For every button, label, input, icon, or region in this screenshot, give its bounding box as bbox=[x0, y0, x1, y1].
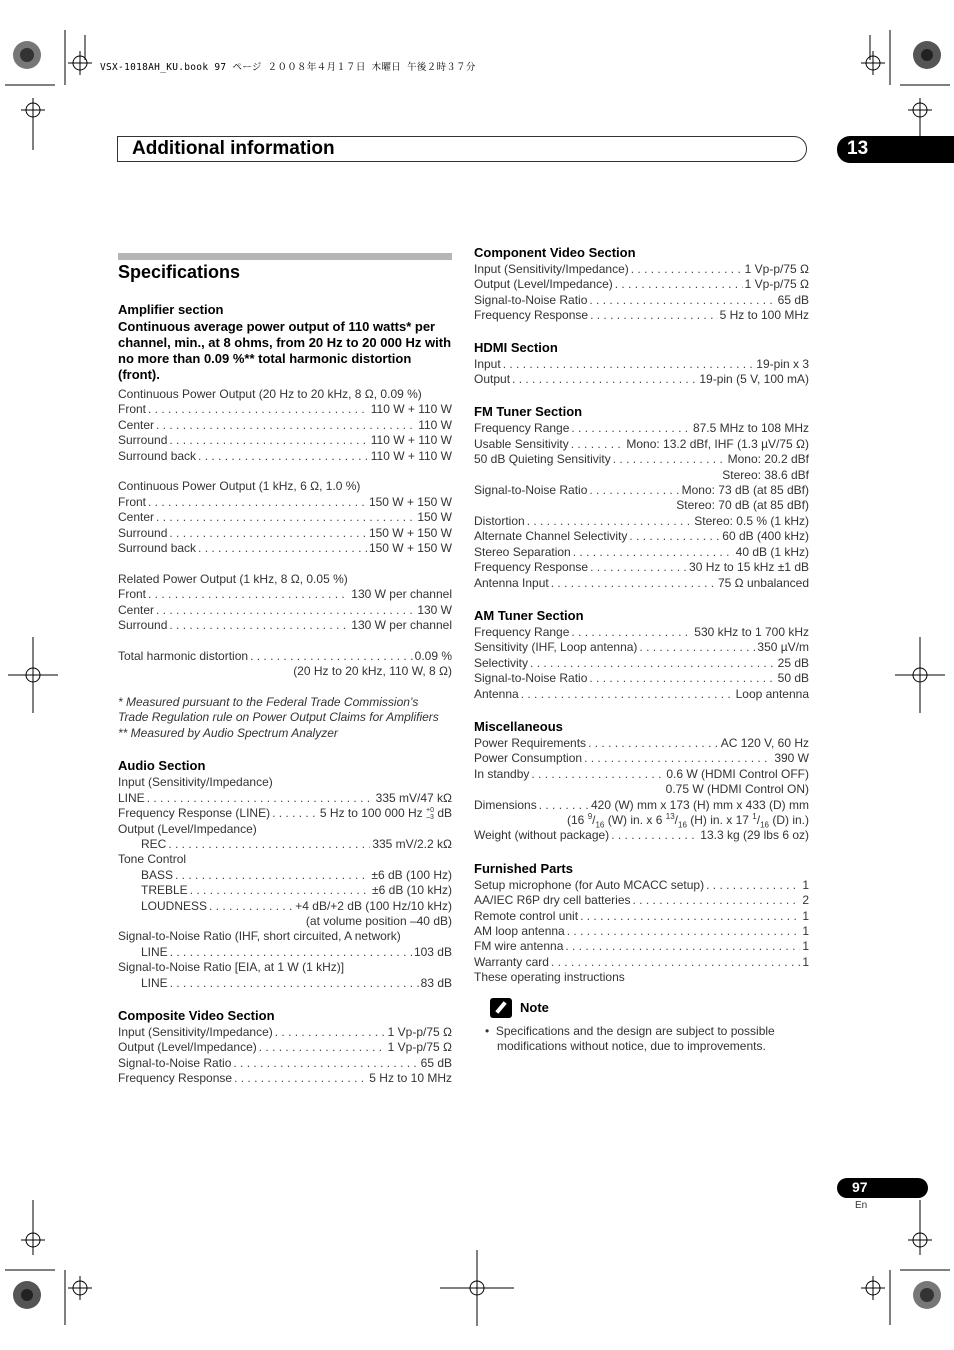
chapter-title: Additional information bbox=[132, 138, 335, 159]
spec-row: Front . . . 150 W + 150 W bbox=[118, 495, 452, 510]
spec-row: Power Consumption . . . 390 W bbox=[474, 751, 809, 766]
spec-row: Antenna Input . . . 75 Ω unbalanced bbox=[474, 576, 809, 591]
spec-row: Frequency Response . . . 30 Hz to 15 kHz ±1 dB bbox=[474, 560, 809, 575]
left-column bbox=[118, 302, 452, 1087]
spec-row: Remote control unit . . . 1 bbox=[474, 909, 809, 924]
hdmi-heading: HDMI Section bbox=[474, 339, 558, 355]
spec-row: Warranty card . . . 1 bbox=[474, 955, 809, 970]
section-rule bbox=[118, 253, 452, 260]
spec-row: Frequency Response . . . 5 Hz to 100 MHz bbox=[474, 308, 809, 323]
spec-row: Input (Sensitivity/Impedance) . . . 1 Vp-p/75 Ω bbox=[474, 262, 809, 277]
amplifier-heading: Amplifier section bbox=[118, 302, 224, 317]
spec-row: Setup microphone (for Auto MCACC setup) . . . 1 bbox=[474, 878, 809, 893]
spec-row: LINE . . . 103 dB bbox=[118, 945, 452, 960]
cpo-group2-title: Continuous Power Output (1 kHz, 6 Ω, 1.0 %) bbox=[118, 479, 361, 494]
fm-quieting-stereo: Stereo: 38.6 dBf bbox=[722, 467, 809, 482]
spec-row: Signal-to-Noise Ratio . . . Mono: 73 dB (at 85 dBf) bbox=[474, 483, 809, 498]
misc-heading: Miscellaneous bbox=[474, 718, 563, 734]
spec-row: AM loop antenna . . . 1 bbox=[474, 924, 809, 939]
book-file-header: VSX-1018AH_KU.book 97 ページ ２００８年４月１７日 木曜日 午後２時３７分 bbox=[100, 62, 476, 73]
spec-row: Front . . . 110 W + 110 W bbox=[118, 402, 452, 417]
spec-row: LOUDNESS . . . +4 dB/+2 dB (100 Hz/10 kHz) bbox=[118, 899, 452, 914]
spec-row: Stereo Separation . . . 40 dB (1 kHz) bbox=[474, 545, 809, 560]
spec-row: Surround . . . 110 W + 110 W bbox=[118, 433, 452, 448]
spec-row: Center . . . 130 W bbox=[118, 603, 452, 618]
spec-row: Power Requirements . . . AC 120 V, 60 Hz bbox=[474, 736, 809, 751]
spec-row: Dimensions . . . 420 (W) mm x 173 (H) mm x 433 (D) mm bbox=[474, 798, 809, 813]
spec-row: Surround back . . . 110 W + 110 W bbox=[118, 449, 452, 464]
chapter-number: 13 bbox=[847, 138, 869, 159]
note-text: • Specifications and the design are subject to possible modifications without notice, due to improvements. bbox=[485, 1023, 775, 1054]
spec-row: Frequency Response . . . 5 Hz to 10 MHz bbox=[118, 1071, 452, 1086]
furnished-heading: Furnished Parts bbox=[474, 860, 573, 876]
component-heading: Component Video Section bbox=[474, 245, 636, 260]
spec-row: Frequency Response (LINE) . . . 5 Hz to 100 000 Hz +0 –3 dB bbox=[118, 806, 452, 821]
spec-row: AA/IEC R6P dry cell batteries . . . 2 bbox=[474, 893, 809, 908]
snr2-title: Signal-to-Noise Ratio [EIA, at 1 W (1 kHz)] bbox=[118, 960, 345, 975]
page-number: 97 bbox=[852, 1179, 868, 1195]
spec-row: TREBLE . . . ±6 dB (10 kHz) bbox=[118, 883, 452, 898]
chapter-title-bar bbox=[117, 136, 807, 162]
spec-row: 50 dB Quieting Sensitivity . . . Mono: 20.2 dBf bbox=[474, 452, 809, 467]
right-column bbox=[474, 245, 809, 1054]
spec-row: Surround . . . 130 W per channel bbox=[118, 618, 452, 633]
fm-heading: FM Tuner Section bbox=[474, 404, 583, 420]
spec-row: Surround . . . 150 W + 150 W bbox=[118, 526, 452, 541]
spec-row: Sensitivity (IHF, Loop antenna) . . . 350 µV/m bbox=[474, 640, 809, 655]
cpo-group1-title: Continuous Power Output (20 Hz to 20 kHz, 8 Ω, 0.09 %) bbox=[118, 387, 422, 401]
spec-row: Alternate Channel Selectivity . . . 60 dB (400 kHz) bbox=[474, 529, 809, 544]
note-header bbox=[474, 998, 809, 1018]
spec-row: Center . . . 110 W bbox=[118, 418, 452, 433]
snr1-title: Signal-to-Noise Ratio (IHF, short circuited, A network) bbox=[118, 929, 401, 944]
spec-row: Input . . . 19-pin x 3 bbox=[474, 357, 809, 372]
audio-heading: Audio Section bbox=[118, 758, 206, 774]
spec-row: FM wire antenna . . . 1 bbox=[474, 939, 809, 954]
spec-row: Total harmonic distortion . . . 0.09 % bbox=[118, 649, 452, 664]
am-heading: AM Tuner Section bbox=[474, 607, 584, 623]
spec-row: Selectivity . . . 25 dB bbox=[474, 656, 809, 671]
spec-row: Signal-to-Noise Ratio . . . 65 dB bbox=[474, 293, 809, 308]
spec-row: Frequency Range . . . 87.5 MHz to 108 MHz bbox=[474, 421, 809, 436]
spec-row: Antenna . . . Loop antenna bbox=[474, 687, 809, 702]
rpo-group3-title: Related Power Output (1 kHz, 8 Ω, 0.05 %) bbox=[118, 571, 348, 586]
spec-row: Output . . . 19-pin (5 V, 100 mA) bbox=[474, 372, 809, 387]
tone-control-title: Tone Control bbox=[118, 852, 187, 867]
note-title: Note bbox=[520, 999, 549, 1015]
footnote-ftc: * Measured pursuant to the Federal Trade Commission’s Trade Regulation rule on Power Output Claims for Amplifiers bbox=[118, 695, 439, 725]
footnote-analyzer: ** Measured by Audio Spectrum Analyzer bbox=[118, 725, 338, 740]
spec-row: Signal-to-Noise Ratio . . . 50 dB bbox=[474, 671, 809, 686]
spec-row: BASS . . . ±6 dB (100 Hz) bbox=[118, 868, 452, 883]
spec-row: Front . . . 130 W per channel bbox=[118, 587, 452, 602]
chapter-number-tab bbox=[837, 136, 954, 163]
spec-row: Center . . . 150 W bbox=[118, 510, 452, 525]
spec-row: Usable Sensitivity . . . Mono: 13.2 dBf, IHF (1.3 µV/75 Ω) bbox=[474, 437, 809, 452]
spec-row: In standby . . . 0.6 W (HDMI Control OFF) bbox=[474, 767, 809, 782]
spec-row: Input (Sensitivity/Impedance) . . . 1 Vp-p/75 Ω bbox=[118, 1025, 452, 1040]
spec-row: Weight (without package) . . . 13.3 kg (29 lbs 6 oz) bbox=[474, 828, 809, 843]
page-language: En bbox=[855, 1200, 868, 1211]
spec-row: Frequency Range . . . 530 kHz to 1 700 kHz bbox=[474, 625, 809, 640]
spec-row: Signal-to-Noise Ratio . . . 65 dB bbox=[118, 1056, 452, 1071]
spec-row: LINE . . . 83 dB bbox=[118, 976, 452, 991]
audio-input-title: Input (Sensitivity/Impedance) bbox=[118, 775, 273, 790]
page-title: Specifications bbox=[118, 262, 241, 282]
spec-row: Output (Level/Impedance) . . . 1 Vp-p/75 Ω bbox=[118, 1040, 452, 1055]
loudness-note: (at volume position –40 dB) bbox=[305, 913, 452, 928]
furnished-instructions: These operating instructions bbox=[474, 970, 625, 985]
standby-hdmi-on: 0.75 W (HDMI Control ON) bbox=[665, 782, 809, 797]
audio-output-title: Output (Level/Impedance) bbox=[118, 821, 257, 836]
dimensions-inches: (16 $^9/_{16}$ (W) in. x 6 $^{13}/_{16}$ (H) in. x 17 $^1/_{16}$ (D) in.) bbox=[567, 811, 809, 830]
amplifier-intro: Continuous average power output of 110 watts* per channel, min., at 8 ohms, from 20 Hz to 20 000 Hz with no more than 0.09 %** total harmonic distortion (front). bbox=[118, 319, 452, 382]
spec-row: Output (Level/Impedance) . . . 1 Vp-p/75 Ω bbox=[474, 277, 809, 292]
page-number-tab bbox=[837, 1178, 928, 1198]
spec-row: REC . . . 335 mV/2.2 kΩ bbox=[118, 837, 452, 852]
thd-note: (20 Hz to 20 kHz, 110 W, 8 Ω) bbox=[293, 664, 452, 679]
composite-heading: Composite Video Section bbox=[118, 1007, 275, 1023]
spec-row: Distortion . . . Stereo: 0.5 % (1 kHz) bbox=[474, 514, 809, 529]
pencil-icon bbox=[490, 998, 512, 1018]
fm-snr-stereo: Stereo: 70 dB (at 85 dBf) bbox=[676, 498, 809, 513]
spec-row: LINE . . . 335 mV/47 kΩ bbox=[118, 791, 452, 806]
spec-row: Surround back . . . 150 W + 150 W bbox=[118, 541, 452, 556]
